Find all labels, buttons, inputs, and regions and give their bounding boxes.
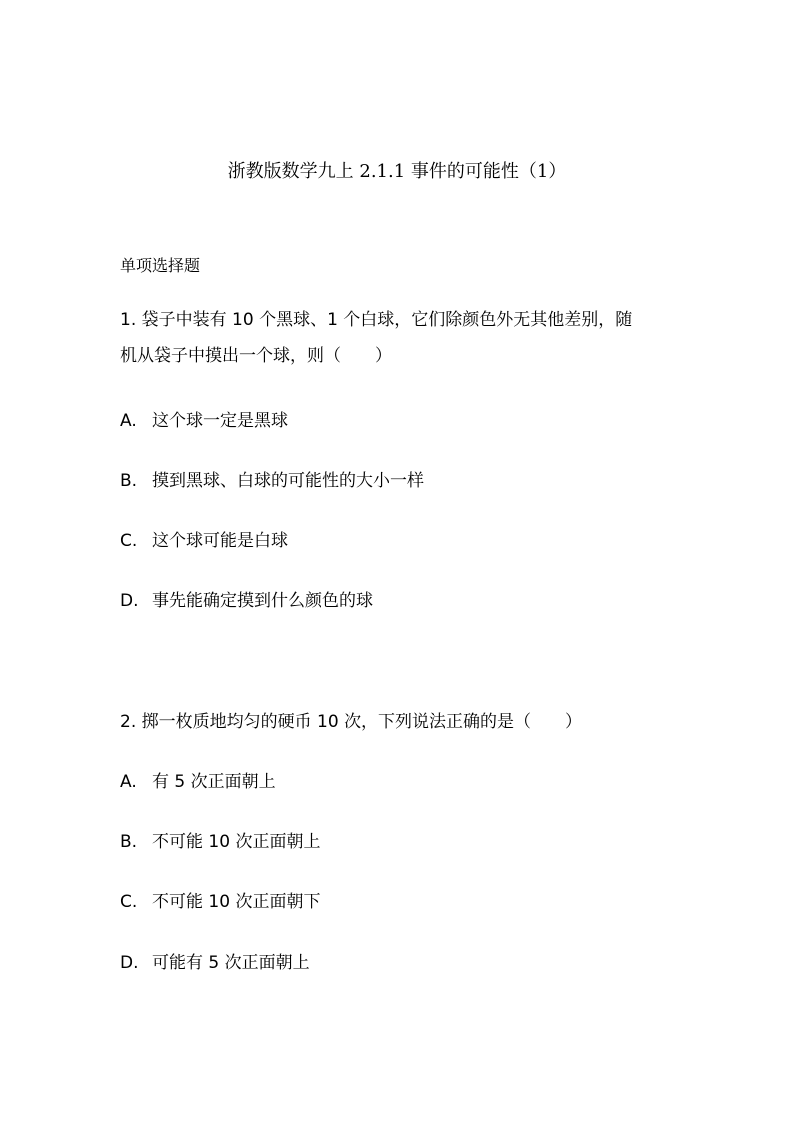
question-1-option-b bbox=[120, 468, 424, 494]
option-letter: C. bbox=[120, 531, 138, 551]
option-letter: A. bbox=[120, 411, 137, 431]
option-text: 这个球一定是黑球 bbox=[152, 411, 288, 431]
option-letter: C. bbox=[120, 892, 138, 912]
question-1-line-2: 机从袋子中摸出一个球，则（ ） bbox=[120, 346, 392, 366]
question-2-option-b bbox=[120, 829, 320, 855]
document-title: 浙教版数学九上 2.1.1 事件的可能性（1） bbox=[227, 161, 567, 182]
question-2-line-1: 2. 掷一枚质地均匀的硬币 10 次，下列说法正确的是（ ） bbox=[120, 712, 583, 732]
option-text: 摸到黑球、白球的可能性的大小一样 bbox=[152, 471, 424, 491]
question-2-option-a bbox=[120, 769, 276, 795]
question-2-option-c bbox=[120, 889, 320, 915]
option-text: 有 5 次正面朝上 bbox=[152, 772, 276, 792]
option-letter: B. bbox=[120, 832, 138, 852]
question-1-option-a bbox=[120, 408, 288, 434]
question-2-stem bbox=[120, 704, 680, 740]
option-text: 可能有 5 次正面朝上 bbox=[152, 953, 310, 973]
question-1-line-1: 1. 袋子中装有 10 个黑球、1 个白球，它们除颜色外无其他差别，随 bbox=[120, 310, 633, 330]
option-letter: B. bbox=[120, 471, 138, 491]
option-letter: D. bbox=[120, 591, 139, 611]
question-1-option-d bbox=[120, 588, 373, 614]
option-text: 不可能 10 次正面朝下 bbox=[152, 892, 321, 912]
option-text: 事先能确定摸到什么颜色的球 bbox=[152, 591, 373, 611]
question-2-option-d bbox=[120, 950, 310, 976]
option-text: 不可能 10 次正面朝上 bbox=[152, 832, 321, 852]
option-letter: A. bbox=[120, 772, 137, 792]
question-1-stem bbox=[120, 302, 680, 374]
option-letter: D. bbox=[120, 953, 139, 973]
question-1-option-c bbox=[120, 528, 288, 554]
section-heading: 单项选择题 bbox=[120, 256, 201, 275]
option-text: 这个球可能是白球 bbox=[152, 531, 288, 551]
